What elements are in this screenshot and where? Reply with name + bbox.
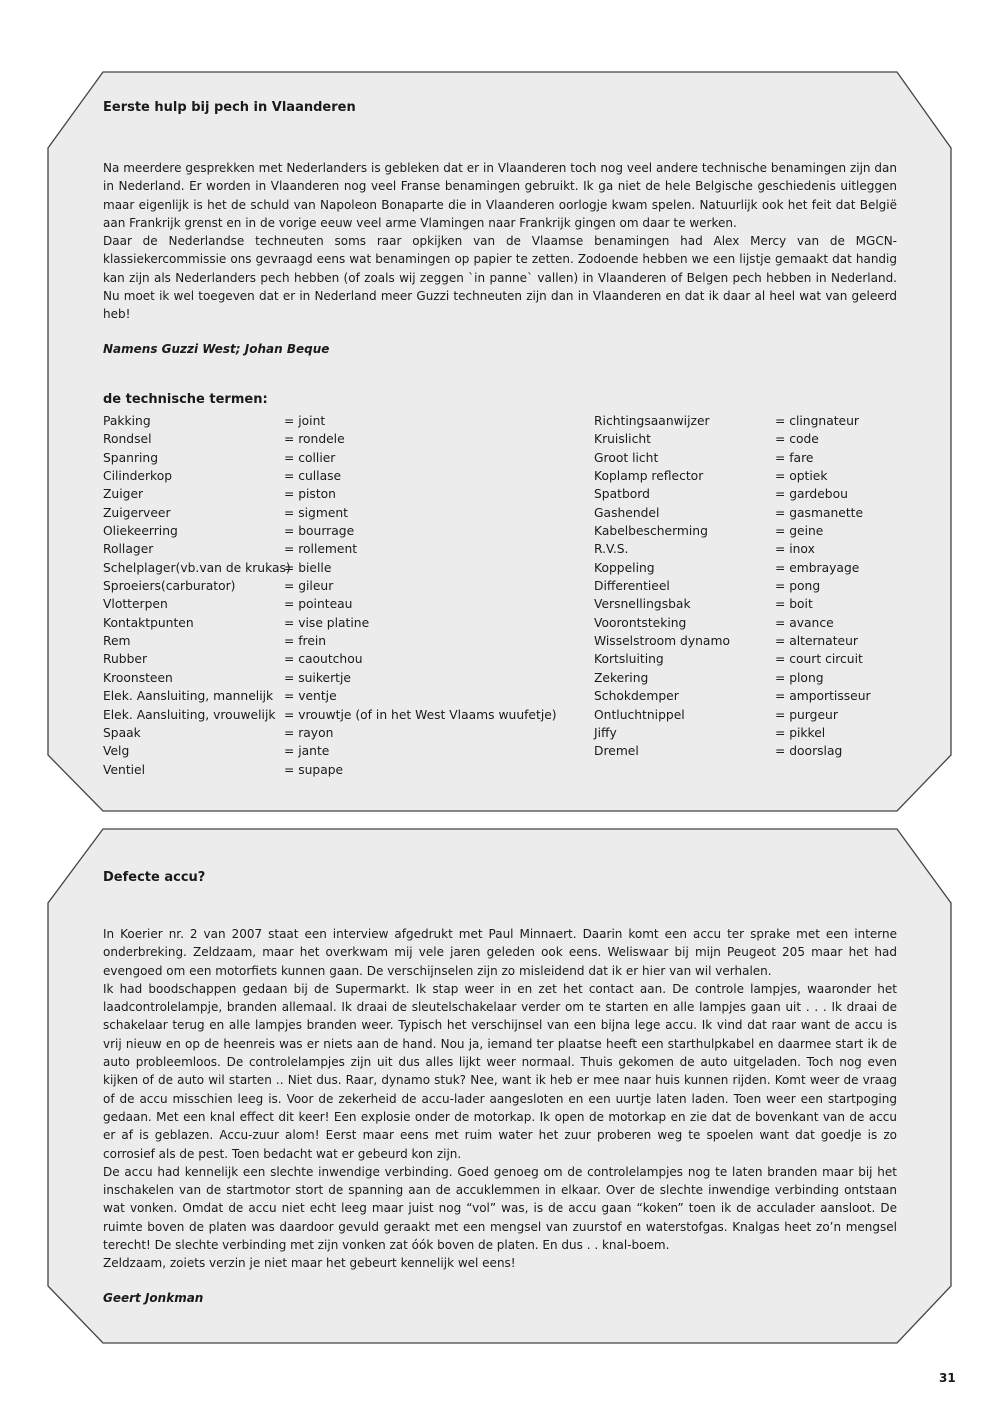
term-row xyxy=(103,724,557,742)
term-flemish: = boit xyxy=(775,597,813,612)
terms-list-right xyxy=(594,412,871,761)
term-dutch: Rubber xyxy=(103,652,148,667)
term-row xyxy=(594,706,871,724)
term-row xyxy=(594,742,871,760)
term-flemish: = avance xyxy=(775,615,834,630)
term-row xyxy=(103,540,557,558)
term-row xyxy=(594,724,871,742)
term-dutch: Elek. Aansluiting, mannelijk xyxy=(103,689,274,704)
term-flemish: = jante xyxy=(284,744,330,759)
term-row xyxy=(103,467,557,485)
term-row xyxy=(594,669,871,687)
term-flemish: = pointeau xyxy=(284,597,353,612)
terms-list-left xyxy=(103,412,557,779)
term-row xyxy=(594,595,871,613)
term-dutch: Rollager xyxy=(103,542,154,557)
page-number: 31 xyxy=(939,1371,956,1385)
term-flemish: = collier xyxy=(284,450,336,465)
term-flemish: = rondele xyxy=(284,432,345,447)
term-flemish: = caoutchou xyxy=(284,652,363,667)
term-row xyxy=(594,522,871,540)
term-flemish: = vise platine xyxy=(284,615,370,630)
term-flemish: = clingnateur xyxy=(775,414,859,428)
term-dutch: Oliekeerring xyxy=(103,524,178,539)
article-paragraph: Zeldzaam, zoiets verzin je niet maar het gebeurt kennelijk wel eens! xyxy=(103,1256,516,1271)
term-row xyxy=(594,632,871,650)
term-dutch: Kontaktpunten xyxy=(103,615,194,630)
term-row xyxy=(594,577,871,595)
article-title: Defecte accu? xyxy=(103,870,206,885)
term-dutch: Groot licht xyxy=(594,450,659,465)
term-dutch: Velg xyxy=(103,744,130,759)
term-dutch: Elek. Aansluiting, vrouwelijk xyxy=(103,707,276,722)
term-dutch: Kroonsteen xyxy=(103,670,173,685)
term-flemish: = ventje xyxy=(284,689,337,704)
term-flemish: = bourrage xyxy=(284,524,355,539)
term-dutch: Wisselstroom dynamo xyxy=(594,634,730,649)
term-dutch: Ontluchtnippel xyxy=(594,707,685,722)
term-flemish: = court circuit xyxy=(775,652,863,667)
article-paragraph: Na meerdere gesprekken met Nederlanders is gebleken dat er in Vlaanderen toch nog veel andere technische benamingen zijn dan in Nederland. Er worden in Vlaanderen nog veel Franse benamingen gebruikt. Ik ga niet de hele Belgische geschiedenis uitleggen maar eigenlijk is het de schuld van Napoleon Bonaparte die in Vlaanderen oorlogje kwam spelen. Natuurlijk ook het feit dat België aan Frankrijk grenst en in de vorige eeuw veel arme Vlamingen naar Frankrijk gingen om daar te werken. xyxy=(103,161,897,230)
article-signature: Namens Guzzi West; Johan Beque xyxy=(103,341,330,356)
article-eerste-hulp xyxy=(103,100,897,407)
article-paragraph: In Koerier nr. 2 van 2007 staat een interview afgedrukt met Paul Minnaert. Daarin komt een accu ter sprake met een interne onderbreking. Zeldzaam, maar het overkwam mij vele jaren geleden ook eens. Weliswaar bij mijn Peugeot 205 maar het had evengoed om een motorfiets kunnen gaan. De verschijnselen zijn zo misleidend dat ik er hier van wil verhalen. xyxy=(103,927,897,978)
term-flemish: = vrouwtje (of in het West Vlaams wuufetje) xyxy=(284,707,557,722)
term-dutch: Schokdemper xyxy=(594,689,679,704)
term-row xyxy=(103,706,557,724)
term-dutch: R.V.S. xyxy=(594,542,629,557)
term-flemish: = alternateur xyxy=(775,634,858,649)
term-dutch: Spaak xyxy=(103,725,141,740)
term-flemish: = cullase xyxy=(284,469,342,484)
term-row xyxy=(594,412,871,430)
term-flemish: = pong xyxy=(775,579,821,594)
term-dutch: Versnellingsbak xyxy=(594,597,691,612)
term-flemish: = piston xyxy=(284,487,336,502)
term-flemish: = doorslag xyxy=(775,744,843,759)
article-signature: Geert Jonkman xyxy=(103,1290,204,1305)
term-row xyxy=(594,687,871,705)
term-flemish: = inox xyxy=(775,542,815,557)
term-row xyxy=(594,449,871,467)
term-flemish: = fare xyxy=(775,450,814,465)
term-row xyxy=(103,761,557,779)
term-row xyxy=(103,614,557,632)
term-flemish: = geine xyxy=(775,524,824,539)
article-paragraph: Ik had boodschappen gedaan bij de Supermarkt. Ik stap weer in en zet het contact aan. De controle lampjes, waaronder het laadcontrolelampje, branden allemaal. Ik draai de sleutelschakelaar verder om te starten en alle lampjes gaan uit . . . Ik draai de schakelaar terug en alle lampjes branden weer. Typisch het verschijnsel van een bijna lege accu. Ik vind dat raar want de accu is vrij nieuw en op de heenreis was er niets aan de hand. Nou ja, iemand ter plaatse heeft een starthulpkabel en daarmee start ik de auto probleemloos. De controlelampjes zijn uit dus alles lijkt weer normaal. Thuis gekomen de auto uitgeladen. Toch nog even kijken of de auto wil starten .. Niet dus. Raar, dynamo stuk? Nee, want ik heb er mee naar huis kunnen rijden. Komt weer de vraag of de accu misschien leeg is. Voor de zekerheid de accu-lader aangesloten en een uurtje laten laden. Toen weer een startpoging gedaan. Met een knal effect dit keer! Een explosie onder de motorkap. Ik open de motorkap en zie dat de bovenkant van de accu er af is geblazen. Accu-zuur alom! Eerst maar eens met ruim water het zuur proberen weg te spoelen want dat goedje is zo corrosief als de pest. Toen bedacht wat er gebeurd kon zijn. xyxy=(103,981,897,1161)
term-dutch: Richtingsaanwijzer xyxy=(594,414,710,428)
term-dutch: Koppeling xyxy=(594,560,655,575)
term-row xyxy=(103,504,557,522)
term-dutch: Kabelbescherming xyxy=(594,524,708,539)
term-flemish: = purgeur xyxy=(775,707,838,722)
term-flemish: = gileur xyxy=(284,579,334,594)
term-row xyxy=(594,614,871,632)
article-paragraph: De accu had kennelijk een slechte inwendige verbinding. Goed genoeg om de controlelampjes nog te laten branden maar bij het inschakelen van de startmotor stort de spanning aan de accuklemmen in elkaar. Over de slechte inwendige verbinding ontstaan wat vonken. Omdat de accu niet echt leeg maar juist nog “vol” was, is de accu gaan “koken” toen ik de acculader aansloot. De ruimte boven de platen was daardoor gevuld geraakt met een mengsel van zuurstof en waterstofgas. Knalgas heet zo’n mengsel terecht! De slechte verbinding met zijn vonken zat óók boven de platen. En dus . . knal-boem. xyxy=(103,1164,897,1253)
term-dutch: Spanring xyxy=(103,450,159,465)
term-flemish: = rollement xyxy=(284,542,358,557)
term-row xyxy=(103,485,557,503)
term-dutch: Zuiger xyxy=(103,487,144,502)
term-row xyxy=(594,504,871,522)
term-flemish: = pikkel xyxy=(775,725,826,740)
term-dutch: Pakking xyxy=(103,414,151,428)
article-paragraph: Daar de Nederlandse techneuten soms raar opkijken van de Vlaamse benamingen had Alex Mercy van de MGCN-klassiekercommissie ons gevraagd eens wat benamingen op papier te zetten. Zodoende hebben we een lijstje gemaakt dat handig kan zijn als Nederlanders pech hebben (of zoals wij zeggen `in panne` vallen) in Vlaanderen of Belgen pech hebben in Nederland. Nu moet ik wel toegeven dat er in Nederland meer Guzzi techneuten zijn dan in Vlaanderen en dat ik daar al heel wat van geleerd heb! xyxy=(103,234,897,322)
term-row xyxy=(103,577,557,595)
term-row xyxy=(103,650,557,668)
term-dutch: Jiffy xyxy=(594,725,617,740)
term-row xyxy=(594,559,871,577)
article-title: Eerste hulp bij pech in Vlaanderen xyxy=(103,100,356,115)
term-flemish: = optiek xyxy=(775,469,828,484)
term-flemish: = gasmanette xyxy=(775,505,864,520)
term-row xyxy=(103,669,557,687)
term-row xyxy=(594,540,871,558)
term-dutch: Kortsluiting xyxy=(594,652,664,667)
term-row xyxy=(103,430,557,448)
term-dutch: Sproeiers(carburator) xyxy=(103,579,236,594)
term-flemish: = bielle xyxy=(284,560,332,575)
term-dutch: Zuigerveer xyxy=(103,505,171,520)
term-dutch: Differentieel xyxy=(594,579,670,594)
term-dutch: Gashendel xyxy=(594,505,660,520)
term-row xyxy=(103,632,557,650)
term-flemish: = plong xyxy=(775,670,824,685)
term-row xyxy=(594,485,871,503)
term-row xyxy=(594,467,871,485)
term-dutch: Rem xyxy=(103,634,131,649)
term-dutch: Schelplager(vb.van de krukas) xyxy=(103,560,291,575)
term-row xyxy=(103,742,557,760)
term-flemish: = embrayage xyxy=(775,560,860,575)
term-row xyxy=(103,449,557,467)
term-dutch: Vlotterpen xyxy=(103,597,168,612)
term-flemish: = code xyxy=(775,432,819,447)
term-flemish: = suikertje xyxy=(284,670,351,685)
term-flemish: = gardebou xyxy=(775,487,848,502)
term-flemish: = amportisseur xyxy=(775,689,871,704)
term-row xyxy=(103,687,557,705)
term-row xyxy=(103,522,557,540)
term-row xyxy=(594,650,871,668)
term-dutch: Voorontsteking xyxy=(594,615,687,630)
term-row xyxy=(103,559,557,577)
term-flemish: = sigment xyxy=(284,505,349,520)
term-flemish: = joint xyxy=(284,414,326,428)
term-dutch: Ventiel xyxy=(103,762,146,777)
term-flemish: = rayon xyxy=(284,725,334,740)
term-flemish: = frein xyxy=(284,634,327,649)
term-dutch: Rondsel xyxy=(103,432,152,447)
term-dutch: Cilinderkop xyxy=(103,469,173,484)
term-dutch: Zekering xyxy=(594,670,649,685)
term-dutch: Spatbord xyxy=(594,487,650,502)
term-dutch: Dremel xyxy=(594,744,639,759)
term-flemish: = supape xyxy=(284,762,344,777)
article-defecte-accu xyxy=(103,870,897,1305)
term-row xyxy=(103,595,557,613)
term-dutch: Koplamp reflector xyxy=(594,469,704,484)
term-dutch: Kruislicht xyxy=(594,432,651,447)
term-row xyxy=(594,430,871,448)
term-row xyxy=(103,412,557,430)
terms-title: de technische termen: xyxy=(103,391,268,407)
